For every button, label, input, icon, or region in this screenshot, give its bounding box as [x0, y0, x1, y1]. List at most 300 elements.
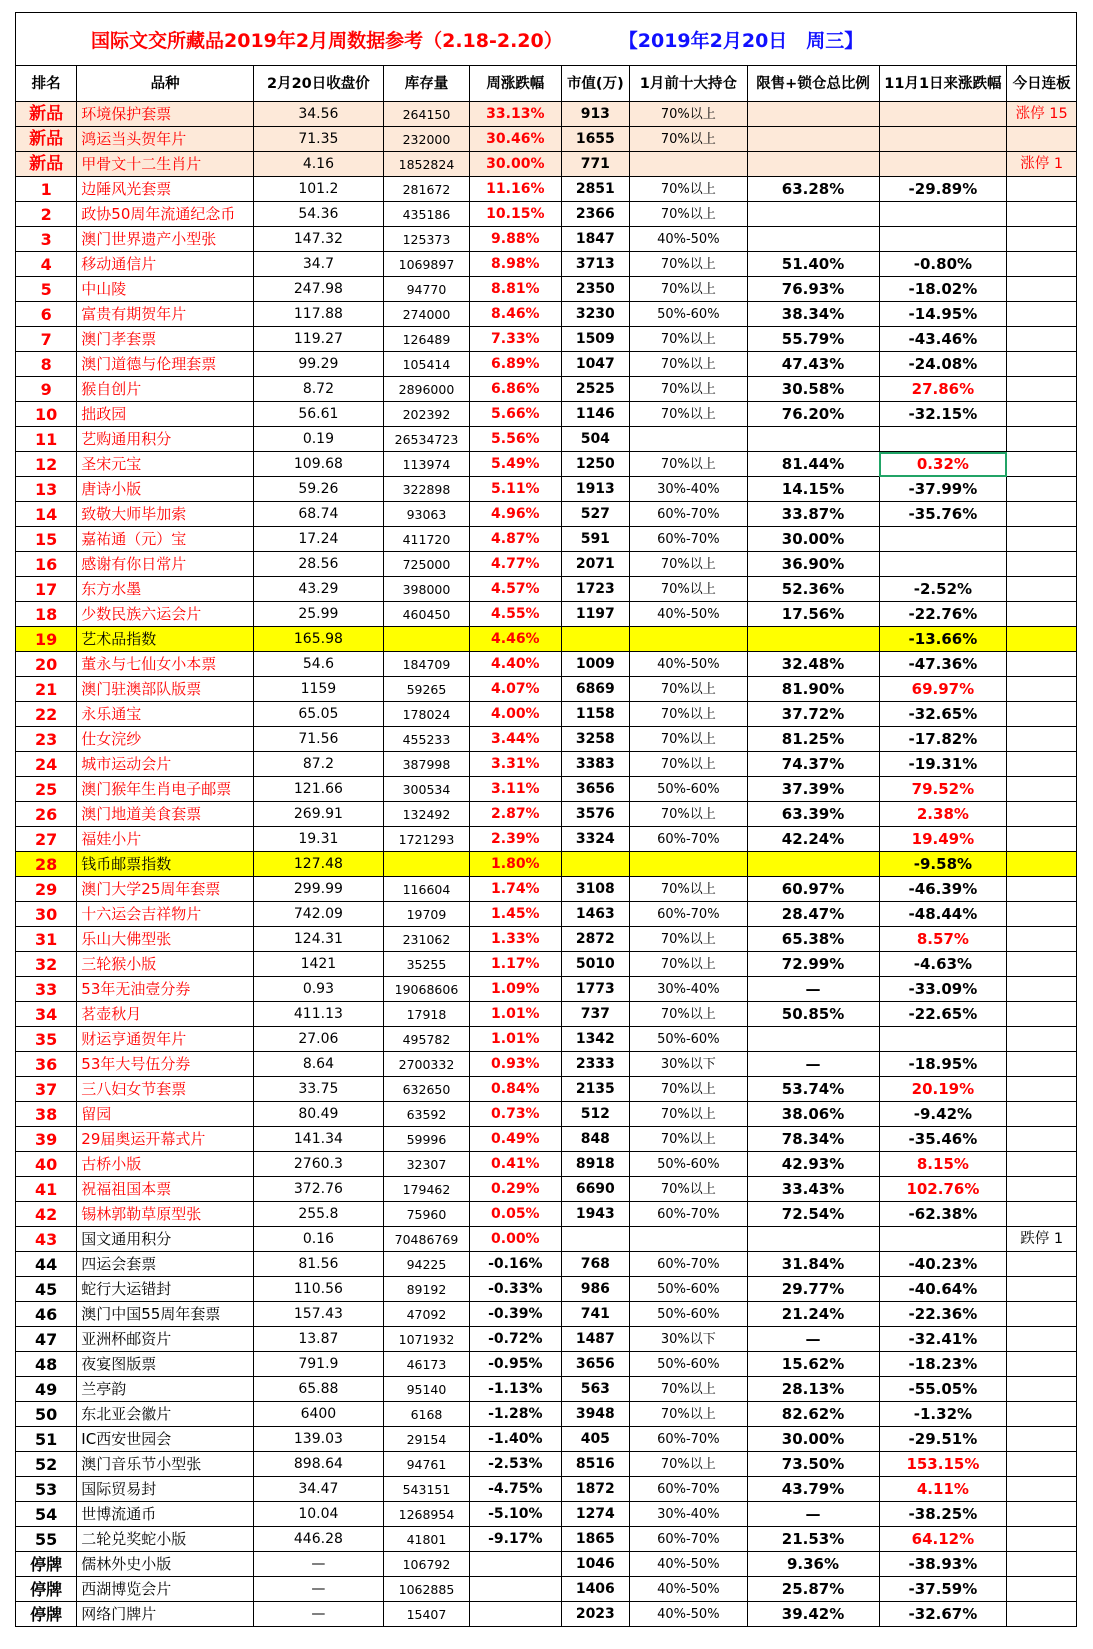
locked-ratio-cell[interactable]: 42.93%: [747, 1152, 879, 1177]
rank-cell[interactable]: 7: [16, 327, 77, 352]
limit-streak-cell[interactable]: [1007, 277, 1077, 302]
stock-cell[interactable]: 15407: [383, 1602, 469, 1627]
weekly-change-cell[interactable]: 1.01%: [470, 1027, 561, 1052]
stock-cell[interactable]: 41801: [383, 1527, 469, 1552]
rank-cell[interactable]: 49: [16, 1377, 77, 1402]
limit-streak-cell[interactable]: [1007, 752, 1077, 777]
market-cap-cell[interactable]: 1509: [561, 327, 630, 352]
top10-holding-cell[interactable]: 40%-50%: [630, 227, 747, 252]
stock-cell[interactable]: 46173: [383, 1352, 469, 1377]
stock-cell[interactable]: 17918: [383, 1002, 469, 1027]
locked-ratio-cell[interactable]: 29.77%: [747, 1277, 879, 1302]
market-cap-cell[interactable]: 768: [561, 1252, 630, 1277]
rank-cell[interactable]: 55: [16, 1527, 77, 1552]
market-cap-cell[interactable]: 1773: [561, 977, 630, 1002]
table-row[interactable]: [16, 927, 1077, 952]
table-row[interactable]: [16, 252, 1077, 277]
weekly-change-cell[interactable]: 3.31%: [470, 752, 561, 777]
name-cell[interactable]: 拙政园: [77, 402, 254, 427]
since-nov1-cell[interactable]: 102.76%: [879, 1177, 1007, 1202]
name-cell[interactable]: 边陲风光套票: [77, 177, 254, 202]
limit-streak-cell[interactable]: [1007, 1577, 1077, 1602]
market-cap-cell[interactable]: 2525: [561, 377, 630, 402]
rank-cell[interactable]: 37: [16, 1077, 77, 1102]
table-row[interactable]: [16, 702, 1077, 727]
since-nov1-cell[interactable]: -19.31%: [879, 752, 1007, 777]
top10-holding-cell[interactable]: 50%-60%: [630, 1027, 747, 1052]
locked-ratio-cell[interactable]: 31.84%: [747, 1252, 879, 1277]
market-cap-cell[interactable]: 1146: [561, 402, 630, 427]
rank-cell[interactable]: 42: [16, 1202, 77, 1227]
top10-holding-cell[interactable]: 60%-70%: [630, 527, 747, 552]
rank-cell[interactable]: 19: [16, 627, 77, 652]
since-nov1-cell[interactable]: 19.49%: [879, 827, 1007, 852]
name-cell[interactable]: 艺术品指数: [77, 627, 254, 652]
name-cell[interactable]: 53年大号伍分券: [77, 1052, 254, 1077]
top10-holding-cell[interactable]: 30%以下: [630, 1327, 747, 1352]
weekly-change-cell[interactable]: 11.16%: [470, 177, 561, 202]
locked-ratio-cell[interactable]: 37.39%: [747, 777, 879, 802]
stock-cell[interactable]: 94761: [383, 1452, 469, 1477]
top10-holding-cell[interactable]: 70%以上: [630, 402, 747, 427]
stock-cell[interactable]: 411720: [383, 527, 469, 552]
stock-cell[interactable]: 322898: [383, 477, 469, 502]
table-row[interactable]: [16, 977, 1077, 1002]
market-cap-cell[interactable]: 771: [561, 152, 630, 177]
stock-cell[interactable]: 543151: [383, 1477, 469, 1502]
table-row[interactable]: [16, 1377, 1077, 1402]
limit-streak-cell[interactable]: [1007, 927, 1077, 952]
since-nov1-cell[interactable]: -37.99%: [879, 477, 1007, 502]
stock-cell[interactable]: 264150: [383, 102, 469, 127]
header-cap[interactable]: 市值(万): [561, 66, 630, 102]
rank-cell[interactable]: 22: [16, 702, 77, 727]
market-cap-cell[interactable]: 2333: [561, 1052, 630, 1077]
locked-ratio-cell[interactable]: 53.74%: [747, 1077, 879, 1102]
price-cell[interactable]: 56.61: [253, 402, 383, 427]
locked-ratio-cell[interactable]: 9.36%: [747, 1552, 879, 1577]
locked-ratio-cell[interactable]: 30.00%: [747, 1427, 879, 1452]
rank-cell[interactable]: 48: [16, 1352, 77, 1377]
rank-cell[interactable]: 44: [16, 1252, 77, 1277]
limit-streak-cell[interactable]: [1007, 652, 1077, 677]
name-cell[interactable]: 兰亭韵: [77, 1377, 254, 1402]
weekly-change-cell[interactable]: 1.74%: [470, 877, 561, 902]
price-cell[interactable]: 4.16: [253, 152, 383, 177]
weekly-change-cell[interactable]: 4.40%: [470, 652, 561, 677]
stock-cell[interactable]: 19709: [383, 902, 469, 927]
rank-cell[interactable]: 45: [16, 1277, 77, 1302]
limit-streak-cell[interactable]: [1007, 1027, 1077, 1052]
name-cell[interactable]: 鸿运当头贺年片: [77, 127, 254, 152]
since-nov1-cell[interactable]: -48.44%: [879, 902, 1007, 927]
weekly-change-cell[interactable]: 30.46%: [470, 127, 561, 152]
top10-holding-cell[interactable]: 40%-50%: [630, 1602, 747, 1627]
market-cap-cell[interactable]: 737: [561, 1002, 630, 1027]
rank-cell[interactable]: 停牌: [16, 1602, 77, 1627]
table-row[interactable]: [16, 952, 1077, 977]
weekly-change-cell[interactable]: -1.40%: [470, 1427, 561, 1452]
weekly-change-cell[interactable]: 9.88%: [470, 227, 561, 252]
table-row[interactable]: [16, 1102, 1077, 1127]
name-cell[interactable]: 四运会套票: [77, 1252, 254, 1277]
weekly-change-cell[interactable]: 0.00%: [470, 1227, 561, 1252]
table-row[interactable]: [16, 1277, 1077, 1302]
stock-cell[interactable]: 63592: [383, 1102, 469, 1127]
locked-ratio-cell[interactable]: 76.20%: [747, 402, 879, 427]
weekly-change-cell[interactable]: 3.44%: [470, 727, 561, 752]
table-row[interactable]: [16, 752, 1077, 777]
limit-streak-cell[interactable]: [1007, 1302, 1077, 1327]
since-nov1-cell[interactable]: -22.36%: [879, 1302, 1007, 1327]
price-cell[interactable]: 127.48: [253, 852, 383, 877]
table-row[interactable]: [16, 427, 1077, 452]
name-cell[interactable]: 澳门地道美食套票: [77, 802, 254, 827]
stock-cell[interactable]: 274000: [383, 302, 469, 327]
limit-streak-cell[interactable]: [1007, 902, 1077, 927]
locked-ratio-cell[interactable]: 33.87%: [747, 502, 879, 527]
rank-cell[interactable]: 54: [16, 1502, 77, 1527]
limit-streak-cell[interactable]: [1007, 1352, 1077, 1377]
limit-streak-cell[interactable]: 跌停 1: [1007, 1227, 1077, 1252]
since-nov1-cell[interactable]: 2.38%: [879, 802, 1007, 827]
rank-cell[interactable]: 36: [16, 1052, 77, 1077]
limit-streak-cell[interactable]: [1007, 427, 1077, 452]
top10-holding-cell[interactable]: 60%-70%: [630, 502, 747, 527]
rank-cell[interactable]: 25: [16, 777, 77, 802]
weekly-change-cell[interactable]: 4.55%: [470, 602, 561, 627]
since-nov1-cell[interactable]: -29.89%: [879, 177, 1007, 202]
top10-holding-cell[interactable]: 70%以上: [630, 752, 747, 777]
price-cell[interactable]: 121.66: [253, 777, 383, 802]
since-nov1-cell[interactable]: 64.12%: [879, 1527, 1007, 1552]
top10-holding-cell[interactable]: 60%-70%: [630, 1202, 747, 1227]
price-cell[interactable]: 299.99: [253, 877, 383, 902]
top10-holding-cell[interactable]: 50%-60%: [630, 1277, 747, 1302]
locked-ratio-cell[interactable]: 82.62%: [747, 1402, 879, 1427]
locked-ratio-cell[interactable]: 21.53%: [747, 1527, 879, 1552]
market-cap-cell[interactable]: 3656: [561, 777, 630, 802]
price-cell[interactable]: 0.16: [253, 1227, 383, 1252]
name-cell[interactable]: 亚洲杯邮资片: [77, 1327, 254, 1352]
stock-cell[interactable]: 184709: [383, 652, 469, 677]
price-cell[interactable]: —: [253, 1602, 383, 1627]
market-cap-cell[interactable]: 1197: [561, 602, 630, 627]
rank-cell[interactable]: 12: [16, 452, 77, 477]
stock-cell[interactable]: 2896000: [383, 377, 469, 402]
price-cell[interactable]: 110.56: [253, 1277, 383, 1302]
since-nov1-cell[interactable]: 8.15%: [879, 1152, 1007, 1177]
stock-cell[interactable]: 125373: [383, 227, 469, 252]
since-nov1-cell[interactable]: -32.67%: [879, 1602, 1007, 1627]
rank-cell[interactable]: 停牌: [16, 1552, 77, 1577]
name-cell[interactable]: 嘉祐通（元）宝: [77, 527, 254, 552]
name-cell[interactable]: IC西安世园会: [77, 1427, 254, 1452]
top10-holding-cell[interactable]: 70%以上: [630, 802, 747, 827]
since-nov1-cell[interactable]: 0.32%: [879, 452, 1007, 477]
name-cell[interactable]: 东北亚会徽片: [77, 1402, 254, 1427]
limit-streak-cell[interactable]: [1007, 1052, 1077, 1077]
locked-ratio-cell[interactable]: 15.62%: [747, 1352, 879, 1377]
top10-holding-cell[interactable]: 70%以上: [630, 252, 747, 277]
rank-cell[interactable]: 34: [16, 1002, 77, 1027]
rank-cell[interactable]: 17: [16, 577, 77, 602]
limit-streak-cell[interactable]: [1007, 1102, 1077, 1127]
stock-cell[interactable]: 231062: [383, 927, 469, 952]
price-cell[interactable]: 269.91: [253, 802, 383, 827]
table-row[interactable]: [16, 1527, 1077, 1552]
price-cell[interactable]: 0.19: [253, 427, 383, 452]
limit-streak-cell[interactable]: 涨停 1: [1007, 152, 1077, 177]
since-nov1-cell[interactable]: -4.63%: [879, 952, 1007, 977]
table-row[interactable]: [16, 1177, 1077, 1202]
name-cell[interactable]: 澳门道德与伦理套票: [77, 352, 254, 377]
price-cell[interactable]: —: [253, 1577, 383, 1602]
rank-cell[interactable]: 14: [16, 502, 77, 527]
rank-cell[interactable]: 43: [16, 1227, 77, 1252]
market-cap-cell[interactable]: 1342: [561, 1027, 630, 1052]
locked-ratio-cell[interactable]: —: [747, 1502, 879, 1527]
stock-cell[interactable]: 6168: [383, 1402, 469, 1427]
rank-cell[interactable]: 新品: [16, 152, 77, 177]
price-cell[interactable]: 19.31: [253, 827, 383, 852]
rank-cell[interactable]: 5: [16, 277, 77, 302]
price-cell[interactable]: 8.64: [253, 1052, 383, 1077]
top10-holding-cell[interactable]: 70%以上: [630, 677, 747, 702]
name-cell[interactable]: 唐诗小版: [77, 477, 254, 502]
top10-holding-cell[interactable]: 30%-40%: [630, 477, 747, 502]
locked-ratio-cell[interactable]: 65.38%: [747, 927, 879, 952]
since-nov1-cell[interactable]: [879, 1027, 1007, 1052]
stock-cell[interactable]: 70486769: [383, 1227, 469, 1252]
weekly-change-cell[interactable]: -0.16%: [470, 1252, 561, 1277]
stock-cell[interactable]: 113974: [383, 452, 469, 477]
market-cap-cell[interactable]: 3656: [561, 1352, 630, 1377]
limit-streak-cell[interactable]: [1007, 1277, 1077, 1302]
locked-ratio-cell[interactable]: [747, 202, 879, 227]
stock-cell[interactable]: [383, 852, 469, 877]
table-row[interactable]: [16, 152, 1077, 177]
locked-ratio-cell[interactable]: 55.79%: [747, 327, 879, 352]
locked-ratio-cell[interactable]: [747, 102, 879, 127]
price-cell[interactable]: 372.76: [253, 1177, 383, 1202]
name-cell[interactable]: 澳门世界遗产小型张: [77, 227, 254, 252]
name-cell[interactable]: 夜宴图版票: [77, 1352, 254, 1377]
rank-cell[interactable]: 新品: [16, 102, 77, 127]
stock-cell[interactable]: 105414: [383, 352, 469, 377]
table-row[interactable]: [16, 1127, 1077, 1152]
market-cap-cell[interactable]: 1274: [561, 1502, 630, 1527]
top10-holding-cell[interactable]: 70%以上: [630, 1402, 747, 1427]
top10-holding-cell[interactable]: [630, 427, 747, 452]
name-cell[interactable]: 二轮兑奖蛇小版: [77, 1527, 254, 1552]
name-cell[interactable]: 西湖博览会片: [77, 1577, 254, 1602]
market-cap-cell[interactable]: 563: [561, 1377, 630, 1402]
since-nov1-cell[interactable]: -18.95%: [879, 1052, 1007, 1077]
stock-cell[interactable]: 116604: [383, 877, 469, 902]
market-cap-cell[interactable]: 1158: [561, 702, 630, 727]
stock-cell[interactable]: 202392: [383, 402, 469, 427]
table-row[interactable]: [16, 452, 1077, 477]
price-cell[interactable]: 34.47: [253, 1477, 383, 1502]
price-cell[interactable]: 17.24: [253, 527, 383, 552]
name-cell[interactable]: 儒林外史小版: [77, 1552, 254, 1577]
name-cell[interactable]: 环境保护套票: [77, 102, 254, 127]
top10-holding-cell[interactable]: 70%以上: [630, 577, 747, 602]
limit-streak-cell[interactable]: [1007, 177, 1077, 202]
market-cap-cell[interactable]: 527: [561, 502, 630, 527]
table-row[interactable]: [16, 1427, 1077, 1452]
price-cell[interactable]: 147.32: [253, 227, 383, 252]
rank-cell[interactable]: 18: [16, 602, 77, 627]
top10-holding-cell[interactable]: 70%以上: [630, 202, 747, 227]
market-cap-cell[interactable]: 1406: [561, 1577, 630, 1602]
price-cell[interactable]: 59.26: [253, 477, 383, 502]
stock-cell[interactable]: 1062885: [383, 1577, 469, 1602]
market-cap-cell[interactable]: 1913: [561, 477, 630, 502]
stock-cell[interactable]: 47092: [383, 1302, 469, 1327]
name-cell[interactable]: 澳门猴年生肖电子邮票: [77, 777, 254, 802]
top10-holding-cell[interactable]: 60%-70%: [630, 902, 747, 927]
locked-ratio-cell[interactable]: 81.25%: [747, 727, 879, 752]
price-cell[interactable]: 446.28: [253, 1527, 383, 1552]
weekly-change-cell[interactable]: 1.09%: [470, 977, 561, 1002]
rank-cell[interactable]: 10: [16, 402, 77, 427]
locked-ratio-cell[interactable]: 37.72%: [747, 702, 879, 727]
weekly-change-cell[interactable]: 2.87%: [470, 802, 561, 827]
table-row[interactable]: [16, 1552, 1077, 1577]
table-row[interactable]: [16, 477, 1077, 502]
name-cell[interactable]: 三轮猴小版: [77, 952, 254, 977]
stock-cell[interactable]: 232000: [383, 127, 469, 152]
limit-streak-cell[interactable]: [1007, 352, 1077, 377]
since-nov1-cell[interactable]: -33.09%: [879, 977, 1007, 1002]
stock-cell[interactable]: 59265: [383, 677, 469, 702]
price-cell[interactable]: 99.29: [253, 352, 383, 377]
top10-holding-cell[interactable]: 30%-40%: [630, 977, 747, 1002]
since-nov1-cell[interactable]: -55.05%: [879, 1377, 1007, 1402]
weekly-change-cell[interactable]: 7.33%: [470, 327, 561, 352]
stock-cell[interactable]: 178024: [383, 702, 469, 727]
since-nov1-cell[interactable]: -22.76%: [879, 602, 1007, 627]
stock-cell[interactable]: 1852824: [383, 152, 469, 177]
rank-cell[interactable]: 16: [16, 552, 77, 577]
limit-streak-cell[interactable]: [1007, 977, 1077, 1002]
limit-streak-cell[interactable]: [1007, 377, 1077, 402]
locked-ratio-cell[interactable]: 30.00%: [747, 527, 879, 552]
market-cap-cell[interactable]: 1009: [561, 652, 630, 677]
name-cell[interactable]: 中山陵: [77, 277, 254, 302]
weekly-change-cell[interactable]: [470, 1552, 561, 1577]
price-cell[interactable]: 141.34: [253, 1127, 383, 1152]
table-row[interactable]: [16, 1477, 1077, 1502]
limit-streak-cell[interactable]: [1007, 1077, 1077, 1102]
weekly-change-cell[interactable]: 5.49%: [470, 452, 561, 477]
limit-streak-cell[interactable]: [1007, 527, 1077, 552]
weekly-change-cell[interactable]: -0.33%: [470, 1277, 561, 1302]
market-cap-cell[interactable]: 6869: [561, 677, 630, 702]
market-cap-cell[interactable]: 2071: [561, 552, 630, 577]
limit-streak-cell[interactable]: [1007, 477, 1077, 502]
since-nov1-cell[interactable]: -35.76%: [879, 502, 1007, 527]
since-nov1-cell[interactable]: [879, 227, 1007, 252]
rank-cell[interactable]: 40: [16, 1152, 77, 1177]
locked-ratio-cell[interactable]: [747, 627, 879, 652]
name-cell[interactable]: 留园: [77, 1102, 254, 1127]
price-cell[interactable]: 8.72: [253, 377, 383, 402]
limit-streak-cell[interactable]: [1007, 402, 1077, 427]
name-cell[interactable]: 永乐通宝: [77, 702, 254, 727]
stock-cell[interactable]: 435186: [383, 202, 469, 227]
weekly-change-cell[interactable]: -0.95%: [470, 1352, 561, 1377]
weekly-change-cell[interactable]: [470, 1602, 561, 1627]
since-nov1-cell[interactable]: [879, 127, 1007, 152]
price-cell[interactable]: 34.7: [253, 252, 383, 277]
top10-holding-cell[interactable]: 60%-70%: [630, 1427, 747, 1452]
table-row[interactable]: [16, 1077, 1077, 1102]
table-row[interactable]: [16, 1002, 1077, 1027]
weekly-change-cell[interactable]: 0.73%: [470, 1102, 561, 1127]
since-nov1-cell[interactable]: -32.41%: [879, 1327, 1007, 1352]
price-cell[interactable]: 65.05: [253, 702, 383, 727]
header-rank[interactable]: 排名: [16, 66, 77, 102]
limit-streak-cell[interactable]: [1007, 1402, 1077, 1427]
market-cap-cell[interactable]: 2023: [561, 1602, 630, 1627]
since-nov1-cell[interactable]: [879, 152, 1007, 177]
price-cell[interactable]: 10.04: [253, 1502, 383, 1527]
locked-ratio-cell[interactable]: 51.40%: [747, 252, 879, 277]
limit-streak-cell[interactable]: [1007, 802, 1077, 827]
price-cell[interactable]: 28.56: [253, 552, 383, 577]
table-row[interactable]: [16, 327, 1077, 352]
table-row[interactable]: [16, 1027, 1077, 1052]
table-row[interactable]: [16, 602, 1077, 627]
weekly-change-cell[interactable]: 5.11%: [470, 477, 561, 502]
market-cap-cell[interactable]: 8918: [561, 1152, 630, 1177]
weekly-change-cell[interactable]: 2.39%: [470, 827, 561, 852]
since-nov1-cell[interactable]: -22.65%: [879, 1002, 1007, 1027]
top10-holding-cell[interactable]: [630, 852, 747, 877]
limit-streak-cell[interactable]: [1007, 777, 1077, 802]
rank-cell[interactable]: 8: [16, 352, 77, 377]
market-cap-cell[interactable]: 986: [561, 1277, 630, 1302]
name-cell[interactable]: 蛇行大运错封: [77, 1277, 254, 1302]
since-nov1-cell[interactable]: -47.36%: [879, 652, 1007, 677]
market-cap-cell[interactable]: 913: [561, 102, 630, 127]
market-cap-cell[interactable]: 3258: [561, 727, 630, 752]
top10-holding-cell[interactable]: 70%以上: [630, 452, 747, 477]
market-cap-cell[interactable]: [561, 1227, 630, 1252]
stock-cell[interactable]: 725000: [383, 552, 469, 577]
limit-streak-cell[interactable]: [1007, 702, 1077, 727]
price-cell[interactable]: 25.99: [253, 602, 383, 627]
table-row[interactable]: [16, 402, 1077, 427]
rank-cell[interactable]: 1: [16, 177, 77, 202]
stock-cell[interactable]: 59996: [383, 1127, 469, 1152]
market-cap-cell[interactable]: 1943: [561, 1202, 630, 1227]
market-cap-cell[interactable]: 1463: [561, 902, 630, 927]
table-row[interactable]: [16, 777, 1077, 802]
name-cell[interactable]: 古桥小版: [77, 1152, 254, 1177]
limit-streak-cell[interactable]: [1007, 1552, 1077, 1577]
market-cap-cell[interactable]: 1872: [561, 1477, 630, 1502]
top10-holding-cell[interactable]: 60%-70%: [630, 1477, 747, 1502]
weekly-change-cell[interactable]: 8.98%: [470, 252, 561, 277]
price-cell[interactable]: 43.29: [253, 577, 383, 602]
locked-ratio-cell[interactable]: [747, 1227, 879, 1252]
top10-holding-cell[interactable]: 60%-70%: [630, 827, 747, 852]
price-cell[interactable]: 247.98: [253, 277, 383, 302]
